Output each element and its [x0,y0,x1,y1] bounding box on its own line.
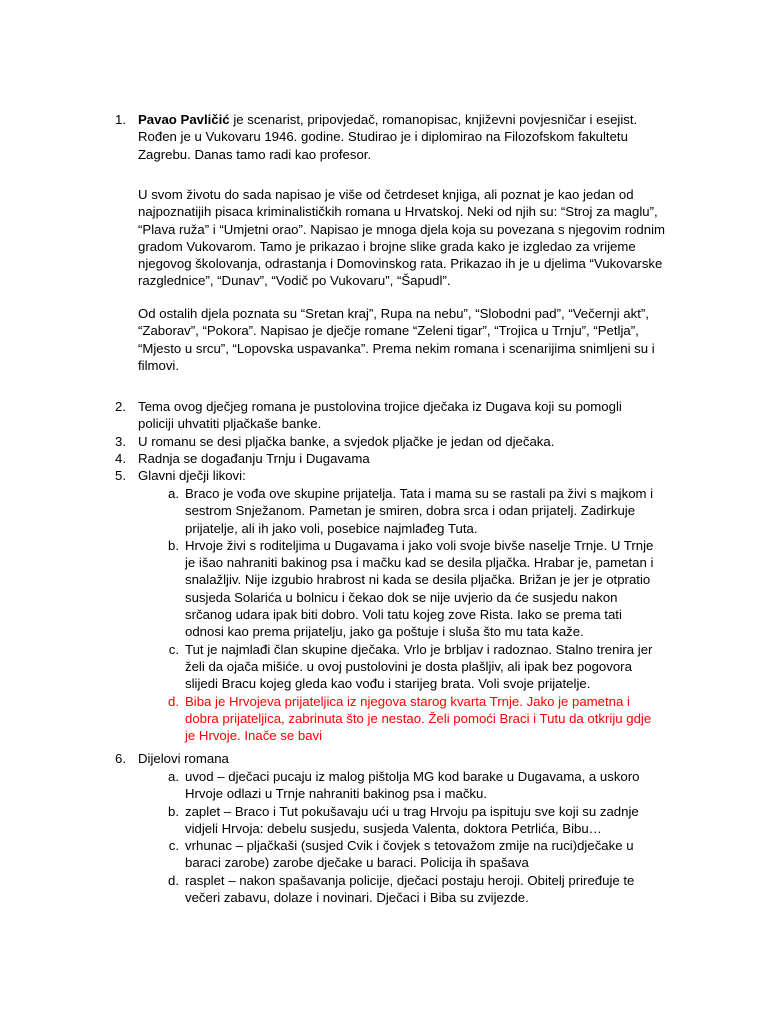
part-resolution-text: rasplet – nakon spašavanja policije, dječaci postaju heroji. Obitelj priređuje te večeri zabavu, dolaze i novinari. Dječaci i Biba su zvijezde. [185,872,635,906]
list-letter: c. [168,641,179,657]
list-item [168,537,663,641]
list-item [168,803,663,838]
list-number: 4. [115,451,126,466]
part-climax-text: vrhunac – pljačkaši (susjed Cvik i čovjek s tetovažom zmije na ruci)dječake u baraci zarobe) zarobe dječake u baraci. Policija ih spašava [185,838,634,871]
character-hrvoje-text: Hrvoje živi s roditeljima u Dugavama i jako voli svoje bivše naselje Trnje. U Trnje je išao nahraniti bakinog psa i mačku kad se desila pljačka. Hrabar je, pametan i snalažljiv. Nije izgubio hrabrost ni kada se desila pljačka. Brižan je jer je otpratio susjeda Solarića u bolnicu i čekao dok se nije uvjerio da će susjedu nakon srčanog udara ipak biti dobro. Voli tatu kojeg zove Rista. Iako se prema tati odnosi kao prema prijatelju, jako ga poštuje i sluša što mu tata kaže. [185,537,654,640]
plot-text: U romanu se desi pljačka banke, a svjedok pljačke je jedan od dječaka. [138,434,555,449]
author-name: Pavao Pavličić [138,112,230,127]
character-biba-text: Biba je Hrvojeva prijateljica iz njegova starog kvarta Trnje. Jako je pametna i dobra prijateljica, zabrinuta što je nestao. Želi pomoći Braci i Tutu da otkriju gdje je Hrvoje. Inače se bavi [185,693,652,744]
part-complication-text: zaplet – Braco i Tut pokušavaju ući u trag Hrvoju pa ispituju sve koji su zadnje vidjeli Hrvoja: debelu susjedu, susjeda Valenta, doktora Petrlića, Bibu… [185,803,639,836]
works-paragraph: U svom životu do sada napisao je više od četrdeset knjiga, ali poznat je kao jedan od najpoznatijih pisaca kriminalističkih romana u Hrvatskoj. Neki od njih su: “Stroj za maglu”, “Plava ruža” i “Umjetni orao”. Napisao je mnoga djela koja su povezana s njegovim rodnim gradom Vukovarom. Tamo je prikazao i brojne slike grada kako je izgledao za vrijeme njegovog školovanja, odrastanja i Domovinskog rata. Prikazao ih je u djelima “Vukovarske razglednice”, “Dunav”, “Vodič po Vukovaru”, “Šapudl”. [138,187,666,289]
theme-text: Tema ovog dječjeg romana je pustolovina trojice dječaka iz Dugava koji su pomogli policiji uhvatiti pljačkaše banke. [138,399,622,432]
author-bio-text: je scenarist, pripovjedač, romanopisac, književni povjesničar i esejist. Rođen je u Vukovaru 1946. godine. Studirao je i diplomirao na Filozofskom fakultetu Zagrebu. Danas tamo radi kao profesor. [138,112,638,162]
parts-list [168,768,663,906]
list-item [168,768,663,803]
list-letter: a. [168,769,179,784]
setting-text: Radnja se događanju Trnju i Dugavama [138,451,370,466]
character-braco-text: Braco je vođa ove skupine prijatelja. Tata i mama su se rastali pa živi s majkom i sestrom Snježanom. Pametan je smiren, dobra srca i odan prijatelj. Zadirkuje prijatelje, ali ih jako voli, posebice najmlađeg Tuta. [185,486,654,536]
list-item [168,837,663,872]
list-number: 1. [115,112,126,127]
other-works-paragraph: Od ostalih djela poznata su “Sretan kraj”, Rupa na nebu”, “Slobodni pad”, “Večernji akt”, “Zaborav”, “Pokora”. Napisao je dječje romane “Zeleni tigar”, “Trojica u Trnju”, “Petlja”, “Mjesto u srcu”, “Lopovska uspavanka”. Prema nekim romana i scenarijima snimljeni su i filmovi. [138,306,655,373]
list-letter: c. [168,838,179,854]
parts-heading: Dijelovi romana [138,751,229,766]
character-tut-text: Tut je najmlađi član skupine dječaka. Vrlo je brbljav i radoznao. Stalno trenira jer želi da ojača mišiće. u ovoj pustolovini je dosta plašljiv, ali ipak bez pogovora slijedi Bracu kojeg gleda kao vođu i starijeg brata. Voli svoje prijatelje. [185,641,653,692]
characters-heading: Glavni dječji likovi: [138,468,246,483]
list-letter: d. [168,872,179,888]
list-letter: b. [168,537,179,553]
part-intro-text: uvod – dječaci pucaju iz malog pištolja MG kod barake u Dugavama, a uskoro Hrvoje odlazi u Trnje nahraniti bakinog psa i mačku. [185,769,640,802]
list-letter: d. [168,693,179,709]
list-item [168,872,663,907]
list-item [168,693,663,745]
list-number: 3. [115,434,126,449]
list-number: 6. [115,751,126,766]
list-item [168,485,663,537]
list-number: 5. [115,468,126,483]
list-number: 2. [115,399,126,414]
list-letter: a. [168,486,179,501]
author-intro-paragraph [138,111,660,163]
list-item [168,641,663,693]
characters-list [168,485,663,744]
list-letter: b. [168,803,179,819]
